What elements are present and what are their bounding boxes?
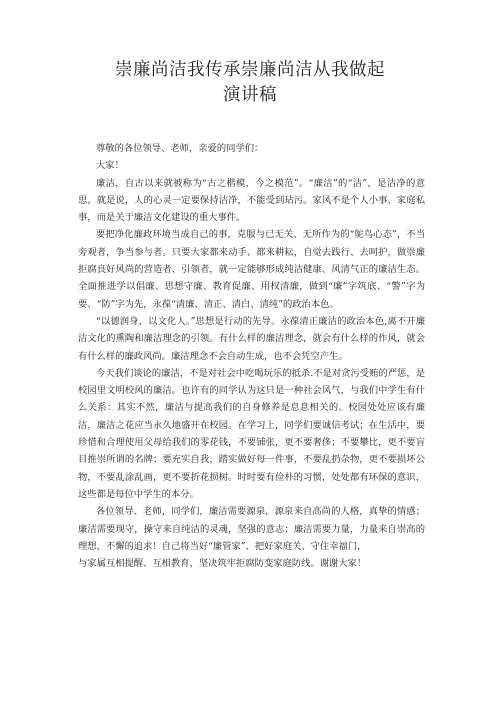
paragraph: 各位领导、老师，同学们，廉洁需要源泉，源泉来自高尚的人格，真挚的情感；廉洁需要现守，操守来自纯洁的灵魂，坚强的意志；廉洁需要力量，力量来自崇高的理想，不懈的追求！自己将当好“廉管家”、把好家庭关、守住幸福门，	[78, 506, 425, 552]
paragraph: 要把净化廉政环境当成自己的事，克服与已无关、无所作为的“鸵鸟心态”，不当旁观者，争当参与者。只要大家都来动手、都来耕耘，自觉去践行、去呵护，做崇廉拒腐良好风尚的营造者、引领者，就一定能够形成纯洁健康、风清气正的廉洁生态。全面推进学以倡廉、思想守廉、教育促廉、用权清廉，做到“廉”字筑底、“警”字为要、“防”字为先，永葆“清廉、清正、清白、清纯”的政治本色。	[78, 229, 425, 310]
greeting: 尊敬的各位领导、老师，亲爱的同学们：	[96, 143, 264, 154]
document-body	[78, 140, 425, 572]
closing-paragraph: 与家属互相提醒、互相教育，坚决筑牢拒腐防变家庭防线。谢谢大家！	[78, 558, 367, 570]
document-title: 崇廉尚洁我传承崇廉尚洁从我做起	[115, 60, 385, 80]
salutation: 大家！	[96, 160, 124, 172]
document-subtitle: 演讲稿	[223, 85, 277, 105]
paragraph: 廉洁，自古以来就被称为“古之楷模，今之模范”。“廉洁”的“洁”，是洁净的意思，就是说，人的心灵一定要保持洁净，不能受到玷污。家风不是个人小事、家庭私事，而是关于廉洁文化建设的重大事件。	[78, 177, 425, 224]
paragraph: “以德润身，以文化人。”思想是行动的先导。永葆清正廉洁的政治本色,离不开廉洁文化的熏陶和廉洁理念的引领。有什么样的廉洁理念，就会有什么样的作风，就会有什么样的廉政风尚。廉洁理念不会自动生成，也不会凭空产生。	[78, 315, 425, 362]
title-block	[0, 58, 500, 108]
paragraph: 今天我们谈论的廉洁，不是对社会中吃喝玩乐的抵杀.不是对贪污受贿的严惩，是校园里文明校风的廉洁。也许有的同学认为这只是一种社会风气，与我们中学生有什么关系：其实不然，廉洁与提高我们的自身修养是息息相关的。校园处处应该有廉洁，廉洁之花应当永久地盛开在校园。在学习上，同学们要诚信考试；在生活中，要珍惜和合理使用父母给我们的零花钱，不要铺张，更不要奢侈；不要攀比，更不要盲目推崇所谓的名牌；要充实自我，踏实做好每一件事，不要乱扔杂物，更不要损坏公物，不要乱涂乱画，更不要折花损树。时时要有俭朴的习惯，处处都有环保的意识，这些都是每位中学生的本分。	[78, 367, 425, 500]
